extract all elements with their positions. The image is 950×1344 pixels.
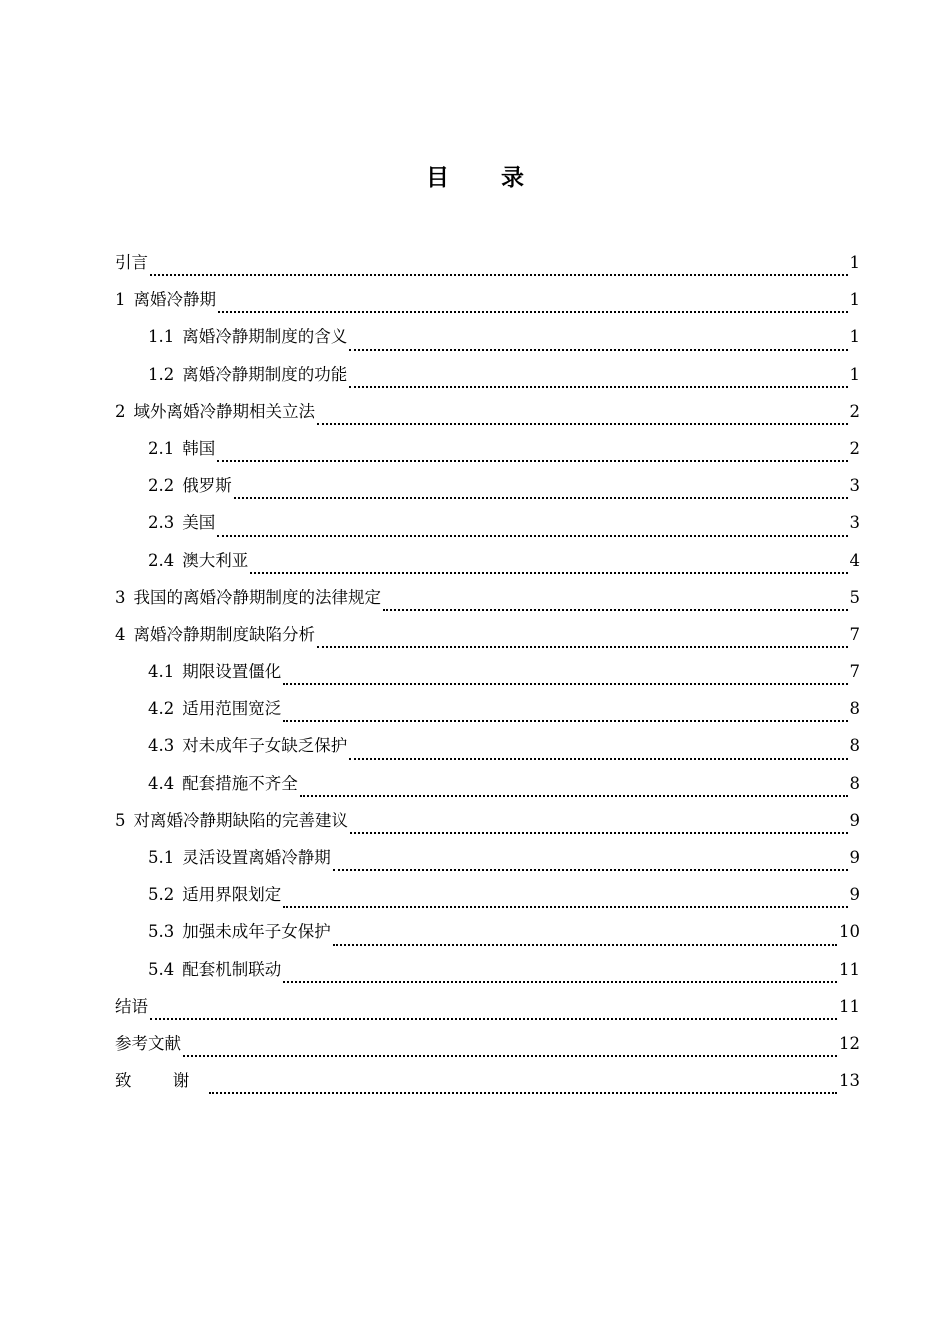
toc-entry-number: 2.1	[148, 438, 175, 458]
toc-dot-leader	[150, 274, 848, 276]
toc-entry[interactable]	[115, 802, 860, 839]
toc-entry[interactable]	[115, 913, 860, 950]
toc-entry-title: 期限设置僵化	[182, 662, 282, 682]
toc-entry-page-number: 2	[849, 438, 860, 458]
toc-entry-title: 离婚冷静期制度的功能	[182, 364, 348, 384]
toc-entry[interactable]	[115, 876, 860, 913]
toc-entry-page-number: 9	[849, 810, 860, 830]
toc-entry-title: 配套措施不齐全	[182, 773, 298, 793]
page-title: 目 录	[425, 165, 546, 191]
toc-entry-page-number: 8	[849, 736, 860, 756]
toc-entry[interactable]	[115, 430, 860, 467]
toc-entry[interactable]	[115, 839, 860, 876]
toc-entry-title: 离婚冷静期制度的含义	[182, 327, 348, 347]
toc-entry-title: 加强未成年子女保护	[182, 922, 331, 942]
toc-entry-title: 澳大利亚	[182, 550, 249, 570]
toc-entry-title: 对未成年子女缺乏保护	[182, 736, 348, 756]
toc-dot-leader	[217, 535, 847, 537]
toc-entry-number: 1.1	[148, 327, 175, 347]
toc-entry-number: 2.3	[148, 513, 175, 533]
toc-entry-number: 4.2	[148, 699, 175, 719]
toc-entry-page-number: 1	[849, 364, 860, 384]
toc-entry-page-number: 5	[849, 587, 860, 607]
toc-dot-leader	[217, 460, 847, 462]
toc-entry[interactable]	[115, 504, 860, 541]
toc-entry[interactable]	[115, 1062, 860, 1099]
toc-entry-page-number: 7	[849, 662, 860, 682]
toc-entry-page-number: 8	[849, 699, 860, 719]
toc-dot-leader	[333, 944, 837, 946]
toc-entry-page-number: 7	[849, 624, 860, 644]
toc-entry-number: 1.2	[148, 364, 175, 384]
toc-entry-title: 灵活设置离婚冷静期	[182, 848, 331, 867]
toc-entry-number: 4.3	[148, 736, 175, 756]
toc-entry-number: 4.4	[148, 773, 175, 793]
toc-entry-number: 5.2	[148, 885, 175, 905]
toc-entry-number: 2	[115, 401, 126, 421]
toc-entry-title: 适用界限划定	[182, 885, 282, 905]
toc-entry-page-number: 9	[849, 885, 860, 905]
toc-entry-page-number: 9	[849, 848, 860, 867]
toc-entry-title: 离婚冷静期制度缺陷分析	[133, 624, 315, 644]
toc-dot-leader	[383, 609, 848, 611]
toc-entry-title: 离婚冷静期	[133, 290, 216, 310]
toc-entry[interactable]	[115, 951, 860, 988]
toc-dot-leader	[209, 1092, 837, 1094]
toc-entry-title: 我国的离婚冷静期制度的法律规定	[133, 587, 381, 607]
toc-entry-number: 4	[115, 624, 126, 644]
toc-entry[interactable]	[115, 765, 860, 802]
toc-entry[interactable]	[115, 356, 860, 393]
toc-entry-title: 结语	[115, 996, 148, 1016]
toc-entry-title: 致 谢	[115, 1071, 208, 1091]
toc-entry-title: 韩国	[182, 438, 216, 458]
toc-entry-number: 5.1	[148, 848, 175, 867]
toc-entry-page-number: 4	[849, 550, 860, 570]
toc-entry-number: 4.1	[148, 662, 175, 682]
toc-dot-leader	[283, 720, 847, 722]
toc-dot-leader	[333, 869, 848, 871]
toc-entry-title: 对离婚冷静期缺陷的完善建议	[133, 810, 348, 830]
toc-entry-title: 适用范围宽泛	[182, 699, 282, 719]
toc-entry[interactable]	[115, 653, 860, 690]
toc-entry-number: 2.4	[148, 550, 175, 570]
toc-entry[interactable]	[115, 616, 860, 653]
toc-dot-leader	[317, 423, 848, 425]
toc-entry-page-number: 2	[849, 401, 860, 421]
toc-entry-page-number: 8	[849, 773, 860, 793]
toc-entry-title: 配套机制联动	[182, 959, 282, 979]
toc-dot-leader	[150, 1018, 837, 1020]
toc-entry[interactable]	[115, 467, 860, 504]
toc-dot-leader	[234, 497, 848, 499]
toc-dot-leader	[183, 1055, 837, 1057]
toc-entry-title: 美国	[182, 513, 216, 533]
toc-entry-title: 参考文献	[115, 1033, 181, 1053]
toc-entry-number: 5.3	[148, 922, 175, 942]
toc-entry-number: 1	[115, 290, 126, 310]
table-of-contents	[115, 244, 860, 1099]
toc-entry-title: 俄罗斯	[182, 476, 232, 496]
toc-entry-page-number: 1	[849, 327, 860, 347]
toc-dot-leader	[349, 386, 847, 388]
toc-entry[interactable]	[115, 690, 860, 727]
toc-entry[interactable]	[115, 318, 860, 355]
toc-entry-title: 引言	[115, 253, 148, 272]
toc-dot-leader	[283, 683, 847, 685]
toc-dot-leader	[300, 795, 848, 797]
toc-dot-leader	[317, 646, 848, 648]
toc-entry-number: 5	[115, 810, 126, 830]
toc-entry-title: 域外离婚冷静期相关立法	[133, 401, 315, 421]
toc-entry[interactable]	[115, 244, 860, 281]
toc-entry-page-number: 3	[849, 513, 860, 533]
toc-entry-number: 5.4	[148, 959, 175, 979]
toc-dot-leader	[349, 349, 847, 351]
toc-dot-leader	[250, 572, 847, 574]
toc-entry-page-number: 11	[839, 959, 860, 979]
toc-entry-page-number: 13	[839, 1071, 860, 1091]
toc-entry-number: 2.2	[148, 476, 175, 496]
toc-entry-page-number: 1	[849, 253, 860, 272]
toc-entry-page-number: 12	[839, 1033, 860, 1053]
toc-entry[interactable]	[115, 727, 860, 764]
toc-entry[interactable]	[115, 579, 860, 616]
toc-entry[interactable]	[115, 988, 860, 1025]
toc-entry[interactable]	[115, 1025, 860, 1062]
toc-entry-page-number: 11	[839, 996, 860, 1016]
toc-entry-number: 3	[115, 587, 126, 607]
toc-dot-leader	[350, 832, 848, 834]
toc-dot-leader	[349, 758, 847, 760]
toc-entry[interactable]	[115, 542, 860, 579]
toc-dot-leader	[218, 311, 848, 313]
toc-entry[interactable]	[115, 281, 860, 318]
toc-entry[interactable]	[115, 393, 860, 430]
toc-entry-page-number: 1	[849, 290, 860, 310]
toc-dot-leader	[283, 906, 847, 908]
toc-entry-page-number: 10	[839, 922, 860, 942]
toc-entry-page-number: 3	[849, 476, 860, 496]
toc-dot-leader	[283, 981, 837, 983]
